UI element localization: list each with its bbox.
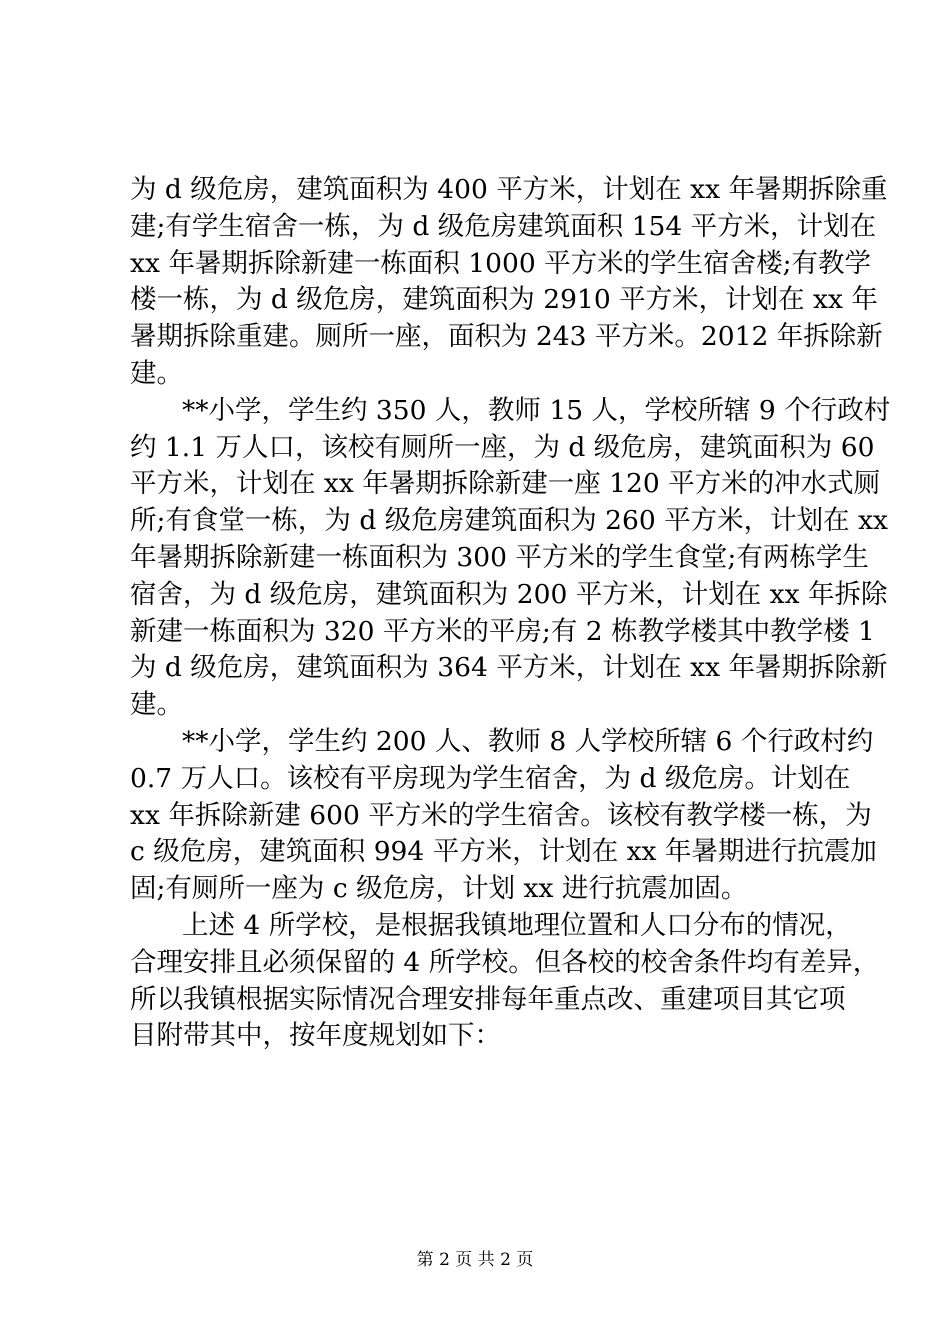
paragraph-3 — [130, 724, 877, 908]
text-line: 约 1.1 万人口，该校有厕所一座，为 d 级危房，建筑面积为 60 — [130, 431, 875, 463]
text-line: 平方米，计划在 xx 年暑期拆除新建一座 120 平方米的冲水式厕 — [130, 468, 881, 500]
text-line: 固;有厕所一座为 c 级危房，计划 xx 进行抗震加固。 — [130, 873, 748, 905]
text-line: 楼一栋，为 d 级危房，建筑面积为 2910 平方米，计划在 xx 年 — [130, 284, 878, 316]
text-line: 建。 — [130, 357, 183, 389]
text-line: 0.7 万人口。该校有平房现为学生宿舍，为 d 级危房。计划在 — [130, 762, 851, 794]
text-line: 所;有食堂一栋，为 d 级危房建筑面积为 260 平方米，计划在 xx — [130, 505, 888, 537]
text-line: 上述 4 所学校，是根据我镇地理位置和人口分布的情况， — [182, 909, 852, 941]
text-line: xx 年暑期拆除新建一栋面积 1000 平方米的学生宿舍楼;有教学 — [130, 247, 872, 279]
page-number: 第 2 页 共 2 页 — [416, 1250, 534, 1270]
document-body — [130, 172, 891, 1055]
text-line: 所以我镇根据实际情况合理安排每年重点改、重建项目其它项 — [130, 983, 846, 1015]
paragraph-1 — [130, 172, 888, 393]
text-line: 建。 — [130, 689, 183, 721]
page-footer — [0, 1245, 950, 1270]
text-line: 目附带其中，按年度规划如下： — [130, 1020, 501, 1052]
text-line: 为 d 级危房，建筑面积为 364 平方米，计划在 xx 年暑期拆除新 — [130, 652, 888, 684]
text-line: **小学，学生约 200 人、教师 8 人学校所辖 6 个行政村约 — [182, 725, 874, 757]
text-line: 年暑期拆除新建一栋面积为 300 平方米的学生食堂;有两栋学生 — [130, 541, 869, 573]
text-line: c 级危房，建筑面积 994 平方米，计划在 xx 年暑期进行抗震加 — [130, 836, 877, 868]
text-line: **小学，学生约 350 人，教师 15 人，学校所辖 9 个行政村 — [182, 394, 891, 426]
text-line: 合理安排且必须保留的 4 所学校。但各校的校舍条件均有差异， — [130, 946, 880, 978]
text-line: 为 d 级危房，建筑面积为 400 平方米，计划在 xx 年暑期拆除重 — [130, 174, 888, 205]
text-line: xx 年拆除新建 600 平方米的学生宿舍。该校有教学楼一栋，为 — [130, 799, 872, 831]
paragraph-2 — [130, 393, 891, 724]
text-line: 暑期拆除重建。厕所一座，面积为 243 平方米。2012 年拆除新 — [130, 321, 883, 353]
paragraph-4 — [130, 908, 880, 1055]
text-line: 宿舍，为 d 级危房，建筑面积为 200 平方米，计划在 xx 年拆除 — [130, 578, 888, 610]
text-line: 新建一栋面积为 320 平方米的平房;有 2 栋教学楼其中教学楼 1 — [130, 615, 875, 647]
text-line: 建;有学生宿舍一栋，为 d 级危房建筑面积 154 平方米，计划在 — [130, 210, 877, 242]
